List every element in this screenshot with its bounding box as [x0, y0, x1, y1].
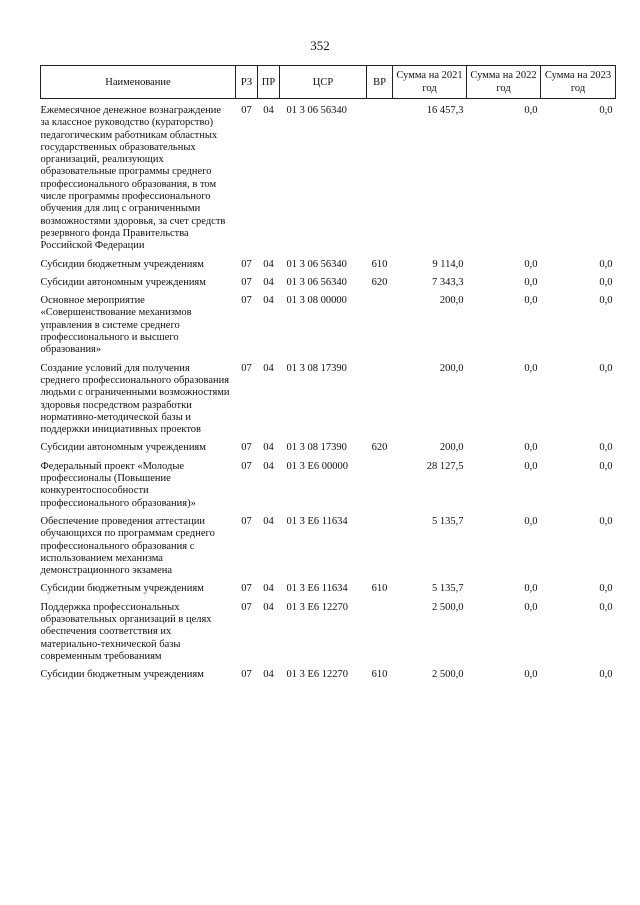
row-pr: 04 [263, 460, 274, 472]
row-sum-2023: 0,0 [599, 460, 613, 472]
table-row [41, 363, 616, 443]
row-vr [367, 461, 393, 516]
row-name: Основное мероприятие «Совершенствование механизмов управления в системе среднего профессионального и высшего образования» [40, 295, 192, 356]
row-sum-2021: 5 135,7 [432, 515, 464, 527]
row-sum-2023: 0,0 [599, 362, 613, 374]
row-vr: 620 [371, 276, 388, 288]
row-name: Субсидии автономным учреждениям [40, 442, 206, 454]
row-vr [367, 516, 393, 583]
row-sum-2022: 0,0 [524, 601, 538, 613]
row-vr [367, 99, 393, 259]
row-csr: 01 3 E6 11634 [286, 515, 348, 527]
table-row [41, 295, 616, 362]
header-pr: ПР [258, 66, 280, 99]
row-name: Поддержка профессиональных образовательных организаций в целях обеспечения соответствия их материально-технической базы современным требованиям [40, 601, 212, 662]
row-csr: 01 3 06 56340 [286, 258, 347, 270]
table-row [41, 99, 616, 259]
table-header [41, 66, 616, 99]
row-sum-2022: 0,0 [524, 442, 538, 454]
row-sum-2022: 0,0 [524, 362, 538, 374]
row-sum-2022: 0,0 [524, 669, 538, 681]
row-sum-2021: 2 500,0 [432, 669, 464, 681]
row-rz: 07 [241, 515, 252, 527]
row-pr: 04 [263, 362, 274, 374]
row-sum-2023: 0,0 [599, 669, 613, 681]
row-sum-2022: 0,0 [524, 295, 538, 307]
row-rz: 07 [241, 105, 252, 116]
row-pr: 04 [263, 601, 274, 613]
row-sum-2021: 7 343,3 [432, 276, 464, 288]
table-row [41, 602, 616, 669]
row-sum-2023: 0,0 [599, 105, 613, 116]
header-csr: ЦСР [280, 66, 367, 99]
row-csr: 01 3 08 00000 [286, 295, 347, 307]
row-name: Субсидии бюджетным учреждениям [40, 669, 204, 681]
row-csr: 01 3 06 56340 [286, 276, 347, 288]
row-csr: 01 3 08 17390 [286, 362, 347, 374]
row-rz: 07 [241, 276, 252, 288]
row-name: Ежемесячное денежное вознаграждение за классное руководство (кураторство) педагогическим работникам областных государственных образовательных организаций, реализующих образовательные программы среднего профессионального образования, в том числе программы профессионального обучения для лиц с ограниченными возможностями здоровья, за счет средств резервного фонда Правительства Российской Федерации [40, 105, 226, 252]
row-vr [367, 363, 393, 443]
row-sum-2023: 0,0 [599, 601, 613, 613]
row-csr: 01 3 E6 12270 [286, 601, 349, 613]
row-sum-2023: 0,0 [599, 276, 613, 288]
row-sum-2022: 0,0 [524, 515, 538, 527]
row-name: Субсидии автономным учреждениям [40, 276, 206, 288]
table-body [41, 99, 616, 688]
row-sum-2023: 0,0 [599, 583, 613, 595]
table-row [41, 583, 616, 601]
header-vr: ВР [367, 66, 393, 99]
row-rz: 07 [241, 442, 252, 454]
table-row [41, 516, 616, 583]
table-row [41, 461, 616, 516]
header-row [41, 66, 616, 99]
header-sum-2023: Сумма на 2023 год [541, 66, 616, 99]
row-rz: 07 [241, 295, 252, 307]
row-sum-2021: 16 457,3 [426, 105, 464, 116]
row-sum-2021: 200,0 [439, 362, 464, 374]
row-csr: 01 3 08 17390 [286, 442, 347, 454]
row-sum-2022: 0,0 [524, 276, 538, 288]
row-sum-2023: 0,0 [599, 442, 613, 454]
row-csr: 01 3 06 56340 [286, 105, 347, 116]
row-pr: 04 [263, 295, 274, 307]
table-row [41, 669, 616, 687]
row-pr: 04 [263, 105, 274, 116]
row-sum-2023: 0,0 [599, 295, 613, 307]
header-rz: РЗ [236, 66, 258, 99]
row-name: Создание условий для получения среднего профессионального образования людьми с ограниченными возможностями здоровья посредством разработки нормативно-методической базы и поддержки инициативных проектов [40, 362, 230, 436]
row-sum-2021: 9 114,0 [432, 258, 464, 270]
row-csr: 01 3 E6 00000 [286, 460, 349, 472]
table-row [41, 259, 616, 277]
budget-table [40, 65, 616, 687]
row-sum-2021: 28 127,5 [426, 460, 464, 472]
row-sum-2023: 0,0 [599, 258, 613, 270]
row-rz: 07 [241, 583, 252, 595]
row-pr: 04 [263, 669, 274, 681]
header-name: Наименование [41, 66, 236, 99]
row-vr: 610 [371, 669, 388, 681]
table-row [41, 442, 616, 460]
row-pr: 04 [263, 515, 274, 527]
row-sum-2022: 0,0 [524, 105, 538, 116]
header-sum-2021: Сумма на 2021 год [393, 66, 467, 99]
row-vr: 610 [371, 583, 388, 595]
row-vr: 610 [371, 258, 388, 270]
row-sum-2022: 0,0 [524, 583, 538, 595]
row-rz: 07 [241, 460, 252, 472]
row-sum-2022: 0,0 [524, 460, 538, 472]
row-csr: 01 3 E6 11634 [286, 583, 348, 595]
row-sum-2021: 200,0 [439, 442, 464, 454]
row-sum-2021: 200,0 [439, 295, 464, 307]
row-name: Федеральный проект «Молодые профессионалы (Повышение конкурентоспособности профессионального образования)» [40, 460, 196, 509]
row-rz: 07 [241, 601, 252, 613]
row-vr [367, 295, 393, 362]
row-sum-2023: 0,0 [599, 515, 613, 527]
row-csr: 01 3 E6 12270 [286, 669, 349, 681]
row-pr: 04 [263, 442, 274, 454]
row-name: Субсидии бюджетным учреждениям [40, 583, 204, 595]
header-sum-2022: Сумма на 2022 год [467, 66, 541, 99]
row-sum-2022: 0,0 [524, 258, 538, 270]
row-sum-2021: 5 135,7 [432, 583, 464, 595]
row-vr: 620 [371, 442, 388, 454]
row-sum-2021: 2 500,0 [432, 601, 464, 613]
row-name: Субсидии бюджетным учреждениям [40, 258, 204, 270]
row-vr [367, 602, 393, 669]
row-pr: 04 [263, 258, 274, 270]
page-number: 352 [310, 38, 330, 53]
row-pr: 04 [263, 276, 274, 288]
table-row [41, 277, 616, 295]
row-rz: 07 [241, 669, 252, 681]
row-rz: 07 [241, 258, 252, 270]
row-pr: 04 [263, 583, 274, 595]
row-rz: 07 [241, 362, 252, 374]
row-name: Обеспечение проведения аттестации обучающихся по программам среднего профессионального образования с использованием механизма демонстрационного экзамена [40, 515, 215, 577]
